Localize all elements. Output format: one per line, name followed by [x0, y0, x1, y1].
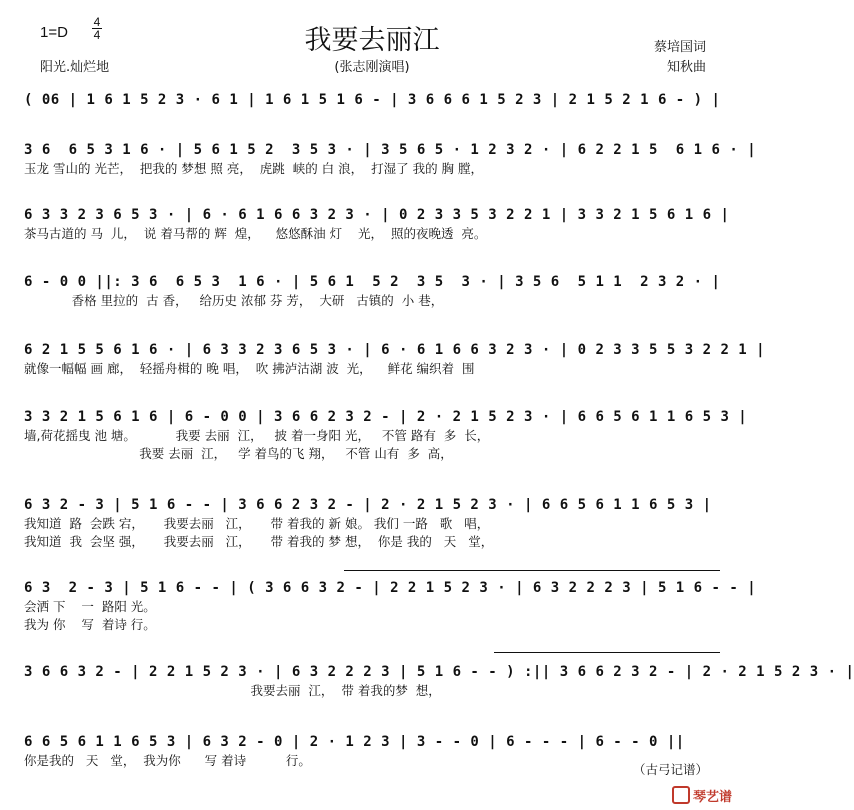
volta-bracket-1 [344, 570, 720, 571]
system-6 [24, 407, 748, 463]
lyric-line: 我要去丽 江， 带 着我的梦 想， [24, 683, 441, 698]
notation-line: 6 3 2 - 3 | 5 1 6 - - | ( 3 6 6 3 2 - | 2 2 1 5 2 3 · | 6 3 2 2 2 3 | 5 1 6 - - | [24, 580, 757, 596]
lyric-line: 玉龙 雪山的 光芒， 把我的 梦想 照 亮， 虎跳 峡的 白 浪， 打湿了 我的 胸 膛， [24, 161, 484, 176]
notation-line: 6 3 2 - 3 | 5 1 6 - - | 3 6 6 2 3 2 - | 2 · 2 1 5 2 3 · | 6 6 5 6 1 1 6 5 3 | [24, 497, 712, 513]
lyricist-credit: 蔡培国词 [653, 40, 706, 55]
lyric-line: 茶马古道的 马 儿， 说 着马帮的 辉 煌， 悠悠酥油 灯 光， 照的夜晚透 亮。 [24, 226, 487, 241]
system-7 [24, 495, 720, 551]
lyric-line: 我知道 路 会跌 宕， 我要去丽 江， 带 着我的 新 娘。 我们 一路 歌 唱， [24, 516, 490, 531]
meter-bottom: 4 [93, 28, 101, 42]
notation-line: 3 6 6 3 2 - | 2 2 1 5 2 3 · | 6 3 2 2 2 3 | 5 1 6 - - ) :|| 3 6 6 2 3 2 - | 2 · 2 1 5 2 3 · | [24, 664, 854, 680]
notation-line: 3 6 6 5 3 1 6 · | 5 6 1 5 2 3 5 3 · | 3 5 6 5 · 1 2 3 2 · | 6 2 2 1 5 6 1 6 · | [24, 142, 757, 158]
logo-text: 琴艺谱 [692, 789, 732, 804]
volta-bracket-2 [494, 652, 720, 653]
system-1 [24, 90, 720, 110]
notation-line: 6 3 3 2 3 6 5 3 · | 6 · 6 1 6 6 3 2 3 · | 0 2 3 3 5 3 2 2 1 | 3 3 2 1 5 6 1 6 | [24, 207, 730, 223]
lyric-line: 你是我的 天 堂， 我为你 写 着诗 行。 [24, 753, 311, 768]
site-logo [672, 786, 732, 805]
system-8 [24, 578, 757, 634]
style-note: 阳光.灿烂地 [40, 60, 110, 75]
notation-line: ( 06 | 1 6 1 5 2 3 · 6 1 | 1 6 1 5 1 6 - | 3 6 6 6 1 5 2 3 | 2 1 5 2 1 6 - ) | [24, 92, 721, 108]
system-5 [24, 340, 766, 378]
lyric-line: 就像一幅幅 画 廊， 轻摇舟楫的 晚 唱， 吹 拂泸沽湖 波 光， 鲜花 编织着 围 [24, 361, 475, 376]
lyric-line: 墙,荷花摇曳 池 塘。 我要 去丽 江， 披 着一身阳 光， 不管 路有 多 长， [24, 428, 490, 443]
system-4 [24, 272, 720, 310]
system-10 [24, 732, 720, 770]
key-signature: 1=D [40, 24, 68, 41]
system-2 [24, 140, 757, 178]
composer-credit: 知秋曲 [666, 60, 706, 75]
transcriber-credit: （古弓记谱） [632, 762, 708, 777]
notation-line: 6 - 0 0 ||: 3 6 6 5 3 1 6 · | 5 6 1 5 2 3 5 3 · | 3 5 6 5 1 1 2 3 2 · | [24, 274, 721, 290]
piano-logo-icon [672, 786, 690, 804]
lyric-line: 我知道 我 会坚 强， 我要去丽 江， 带 着我的 梦 想， 你是 我的 天 堂， [24, 534, 494, 549]
notation-line: 6 2 1 5 5 6 1 6 · | 6 3 3 2 3 6 5 3 · | 6 · 6 1 6 6 3 2 3 · | 0 2 3 3 5 5 3 2 2 1 | [24, 342, 766, 358]
lyric-line: 我要 去丽 江， 学 着鸟的飞 翔， 不管 山有 多 高， [24, 446, 453, 461]
lyric-line: 我为 你 写 着诗 行。 [24, 617, 156, 632]
notation-line: 3 3 2 1 5 6 1 6 | 6 - 0 0 | 3 6 6 2 3 2 - | 2 · 2 1 5 2 3 · | 6 6 5 6 1 1 6 5 3 | [24, 409, 748, 425]
notation-line: 6 6 5 6 1 1 6 5 3 | 6 3 2 - 0 | 2 · 1 2 3 | 3 - - 0 | 6 - - - | 6 - - 0 || [24, 734, 685, 750]
system-3 [24, 205, 730, 243]
lyric-line: 会洒 下 一 路阳 光。 [24, 599, 156, 614]
song-title: 我要去丽江 [304, 25, 440, 56]
singer-note: (张志刚演唱) [334, 60, 410, 75]
system-9 [24, 662, 854, 700]
lyric-line: 香格 里拉的 古 香， 给历史 浓郁 芬 芳， 大研 古镇的 小 巷， [24, 293, 444, 308]
meter-top: 4 [93, 15, 101, 29]
